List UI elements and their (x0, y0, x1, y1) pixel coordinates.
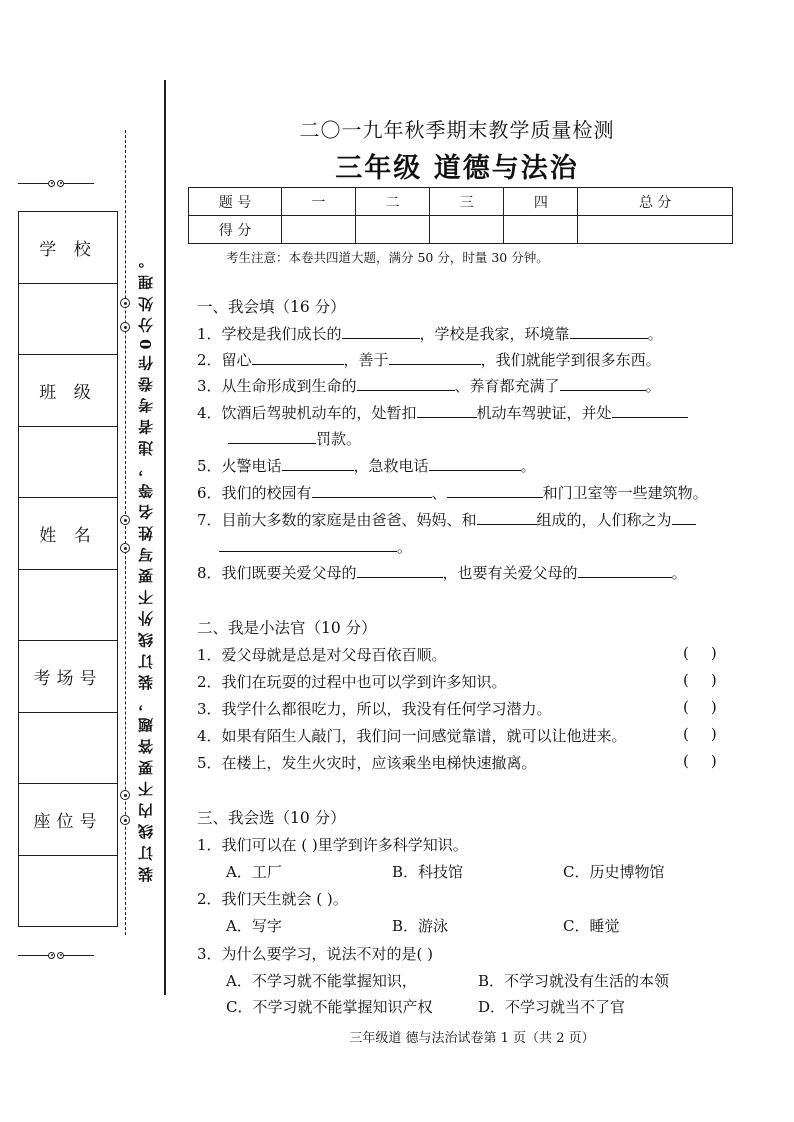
name-label: 姓 名 (19, 498, 117, 570)
answer-blank[interactable] (357, 375, 455, 391)
answer-blank[interactable] (228, 428, 316, 444)
choice-option[interactable]: C．历史博物馆 (563, 863, 665, 881)
section1-heading: 一、我会填（16 分） (197, 298, 346, 316)
student-info-table (18, 211, 118, 927)
score-cell[interactable] (430, 216, 504, 244)
choice-option[interactable]: B．科技馆 (392, 863, 464, 881)
judge-question-5: 5．在楼上，发生火灾时，应该乘坐电梯快速撤离。 (197, 754, 537, 772)
fill-question-7-cont: 。 (219, 536, 412, 557)
answer-blank[interactable] (417, 402, 477, 418)
answer-blank[interactable] (447, 482, 543, 498)
choice-question-1: 1．我们可以在 ( )里学到许多科学知识。 (197, 836, 468, 854)
judge-question-2: 2．我们在玩耍的过程中也可以学到许多知识。 (197, 673, 507, 691)
section2-heading: 二、我是小法官（10 分） (197, 619, 377, 637)
exam-title: 二〇一九年秋季期末教学质量检测 (299, 118, 615, 142)
answer-blank[interactable] (219, 536, 397, 552)
binding-hole-icon (120, 543, 130, 553)
answer-blank[interactable] (612, 402, 688, 418)
binding-ornament-bottom (18, 950, 94, 960)
section3-heading: 三、我会选（10 分） (197, 809, 346, 827)
class-label: 班 级 (19, 355, 117, 427)
fill-question-6: 6．我们的校园有 、 和门卫室等一些建筑物。 (197, 484, 708, 502)
answer-blank[interactable] (342, 323, 420, 339)
fill-question-8: 8．我们既要关爱父母的 ，也要有关爱父母的 。 (197, 564, 687, 582)
binding-border-line (164, 80, 166, 995)
choice-option[interactable]: A．写字 (226, 917, 282, 935)
score-header-cell: 总 分 (578, 188, 733, 216)
answer-blank[interactable] (429, 455, 521, 471)
score-header-cell: 四 (504, 188, 578, 216)
choice-question-3: 3．为什么要学习，说法不对的是( ) (197, 945, 434, 963)
score-header-cell: 题 号 (189, 188, 282, 216)
fill-question-4: 4．饮酒后驾驶机动车的，处暂扣 机动车驾驶证，并处 (197, 402, 688, 423)
binding-hole-icon (120, 322, 130, 332)
judge-answer-1[interactable]: () (683, 644, 739, 662)
binding-hole-icon (120, 515, 130, 525)
choice-option[interactable]: C．睡觉 (563, 917, 620, 935)
judge-answer-2[interactable]: () (683, 671, 739, 689)
judge-question-4: 4．如果有陌生人敲门，我们问一问感觉靠谱，就可以让他进来。 (197, 727, 627, 745)
score-cell[interactable] (578, 216, 733, 244)
binding-hole-icon (120, 790, 130, 800)
answer-blank[interactable] (389, 349, 481, 365)
answer-blank[interactable] (282, 455, 354, 471)
score-row-label: 得 分 (189, 216, 282, 244)
fill-question-1: 1．学校是我们成长的 ，学校是我家，环境靠 。 (197, 325, 663, 343)
judge-answer-4[interactable]: () (683, 725, 739, 743)
judge-answer-3[interactable]: () (683, 698, 739, 716)
exam-subject: 三年级 道德与法治 (335, 153, 579, 184)
score-header-cell: 一 (282, 188, 356, 216)
answer-blank[interactable] (560, 375, 646, 391)
answer-blank[interactable] (578, 562, 672, 578)
binding-hole-icon (120, 298, 130, 308)
exam-room-label: 考场号 (19, 641, 117, 713)
choice-option[interactable]: A．不学习就不能掌握知识， (226, 972, 417, 990)
score-header-cell: 二 (356, 188, 430, 216)
fill-question-3: 3．从生命形成到生命的 、养育都充满了 。 (197, 377, 661, 395)
score-cell[interactable] (282, 216, 356, 244)
choice-option[interactable]: A．工厂 (226, 863, 282, 881)
choice-option[interactable]: C．不学习就不能掌握知识产权 (226, 998, 433, 1016)
judge-question-3: 3．我学什么都很吃力，所以，我没有任何学习潜力。 (197, 700, 552, 718)
judge-question-1: 1．爱父母就是总是对父母百依百顺。 (197, 646, 447, 664)
answer-blank[interactable] (672, 509, 696, 525)
school-input[interactable] (19, 284, 117, 356)
exam-room-input[interactable] (19, 713, 117, 785)
fill-question-2: 2．留心 ，善于 ，我们就能学到很多东西。 (197, 351, 661, 369)
choice-question-2: 2．我们天生就会 ( )。 (197, 890, 348, 908)
school-label: 学 校 (19, 212, 117, 284)
score-table (188, 187, 733, 244)
answer-blank[interactable] (252, 349, 344, 365)
answer-blank[interactable] (312, 482, 432, 498)
fill-question-7: 7．目前大多数的家庭是由爸爸、妈妈、和 组成的，人们称之为 (197, 509, 696, 530)
judge-answer-5[interactable]: () (683, 752, 739, 770)
page-footer: 三年级道 德与法治试卷第 1 页（共 2 页） (349, 1031, 595, 1046)
class-input[interactable] (19, 427, 117, 499)
binding-hole-icon (120, 815, 130, 825)
answer-blank[interactable] (357, 562, 443, 578)
choice-option[interactable]: D．不学习就当不了官 (478, 998, 626, 1016)
name-input[interactable] (19, 570, 117, 642)
answer-blank[interactable] (477, 509, 537, 525)
seat-number-input[interactable] (19, 856, 117, 928)
choice-option[interactable]: B．游泳 (392, 917, 449, 935)
score-header-cell: 三 (430, 188, 504, 216)
answer-blank[interactable] (570, 323, 648, 339)
fill-question-5: 5．火警电话 ，急救电话 。 (197, 457, 536, 475)
fill-question-4-cont: 罚款。 (228, 428, 361, 449)
exam-note: 考生注意：本卷共四道大题，满分 50 分，时量 30 分钟。 (226, 250, 549, 265)
seat-number-label: 座位号 (19, 784, 117, 856)
score-cell[interactable] (504, 216, 578, 244)
binding-instruction: 装订线内不要答题，装订线外不要写姓名等，违者考卷作0分处理。 (137, 247, 155, 883)
score-cell[interactable] (356, 216, 430, 244)
choice-option[interactable]: B．不学习就没有生活的本领 (478, 972, 670, 990)
